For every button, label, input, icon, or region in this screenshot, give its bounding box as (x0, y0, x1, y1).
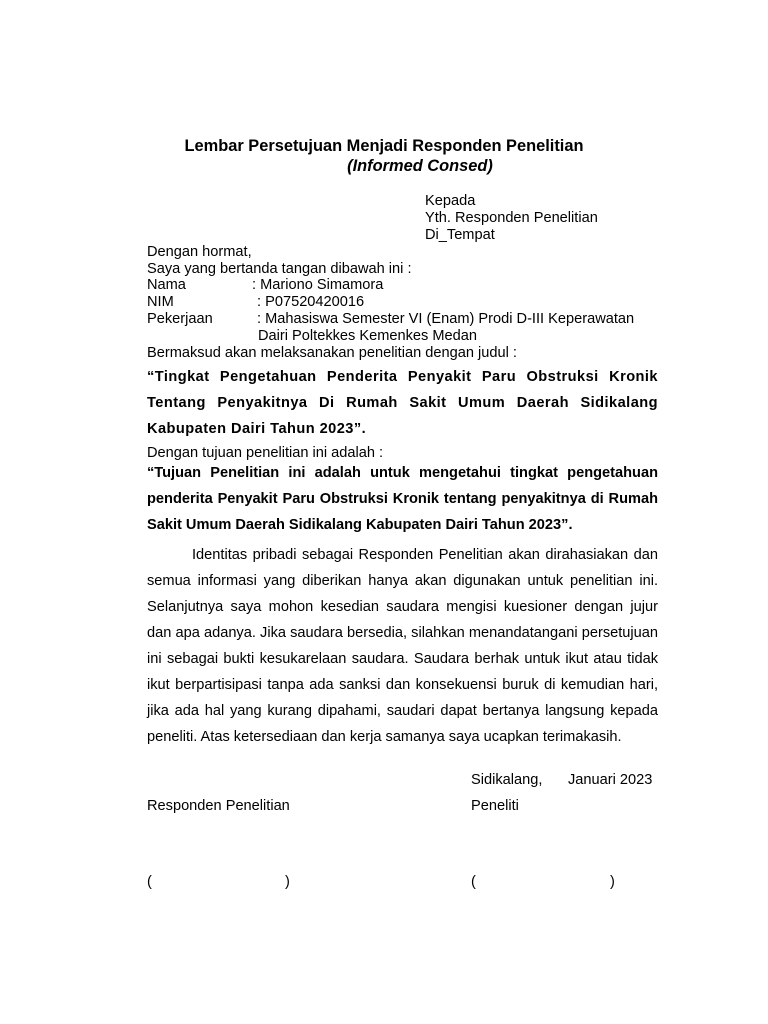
respondent-close-paren: ) (285, 874, 290, 890)
nim-value: : P07520420016 (257, 294, 365, 310)
address-line-1: Kepada (425, 193, 476, 209)
goal-intro: Dengan tujuan penelitian ini adalah : (147, 445, 384, 461)
date-text: Januari 2023 (568, 772, 653, 788)
place-text: Sidikalang, (471, 772, 543, 788)
name-value: : Mariono Simamora (252, 277, 384, 293)
document-subtitle: (Informed Consed) (347, 157, 493, 175)
nim-label: NIM (147, 294, 174, 310)
research-goal: “Tujuan Penelitian ini adalah untuk mengetahui tingkat pengetahuan penderita Penyakit Paru Obstruksi Kronik tentang penyakitnya di Rumah Sakit Umum Daerah Sidikalang Kabupaten Dairi Tahun 2023”. (147, 465, 658, 533)
purpose-intro: Bermaksud akan melaksanakan penelitian dengan judul : (147, 345, 517, 361)
job-label: Pekerjaan (147, 311, 213, 327)
greeting: Dengan hormat, (147, 244, 252, 260)
researcher-label: Peneliti (471, 798, 519, 814)
research-title: “Tingkat Pengetahuan Penderita Penyakit Paru Obstruksi Kronik Tentang Penyakitnya Di Rumah Sakit Umum Daerah Sidikalang Kabupaten Dairi Tahun 2023”. (147, 369, 658, 437)
respondent-label: Responden Penelitian (147, 798, 290, 814)
researcher-close-paren: ) (610, 874, 615, 890)
intro-text: Saya yang bertanda tangan dibawah ini : (147, 261, 412, 277)
job-value-line-1: : Mahasiswa Semester VI (Enam) Prodi D-III Keperawatan (257, 311, 635, 327)
job-value-line-2: Dairi Poltekkes Kemenkes Medan (258, 328, 478, 344)
respondent-open-paren: ( (147, 874, 152, 890)
address-line-2: Yth. Responden Penelitian (425, 210, 598, 226)
body-paragraph: Identitas pribadi sebagai Responden Penelitian akan dirahasiakan dan semua informasi yang diberikan hanya akan digunakan untuk penelitian ini. Selanjutnya saya mohon kesedian saudara mengisi kuesioner dengan jujur dan apa adanya. Jika saudara bersedia, silahkan menandatangani persetujuan ini sebagai bukti kesukarelaan saudara. Saudara berhak untuk ikut atau tidak ikut berpartisipasi tanpa ada sanksi dan konsekuensi buruk di kemudian hari, jika ada hal yang kurang dipahami, saudari dapat bertanya langsung kepada peneliti. Atas ketersediaan dan kerja samanya saya ucapkan terimakasih. (147, 547, 658, 745)
document-title: Lembar Persetujuan Menjadi Responden Penelitian (184, 137, 584, 155)
address-line-3: Di_Tempat (425, 227, 495, 243)
researcher-open-paren: ( (471, 874, 476, 890)
name-label: Nama (147, 277, 186, 293)
